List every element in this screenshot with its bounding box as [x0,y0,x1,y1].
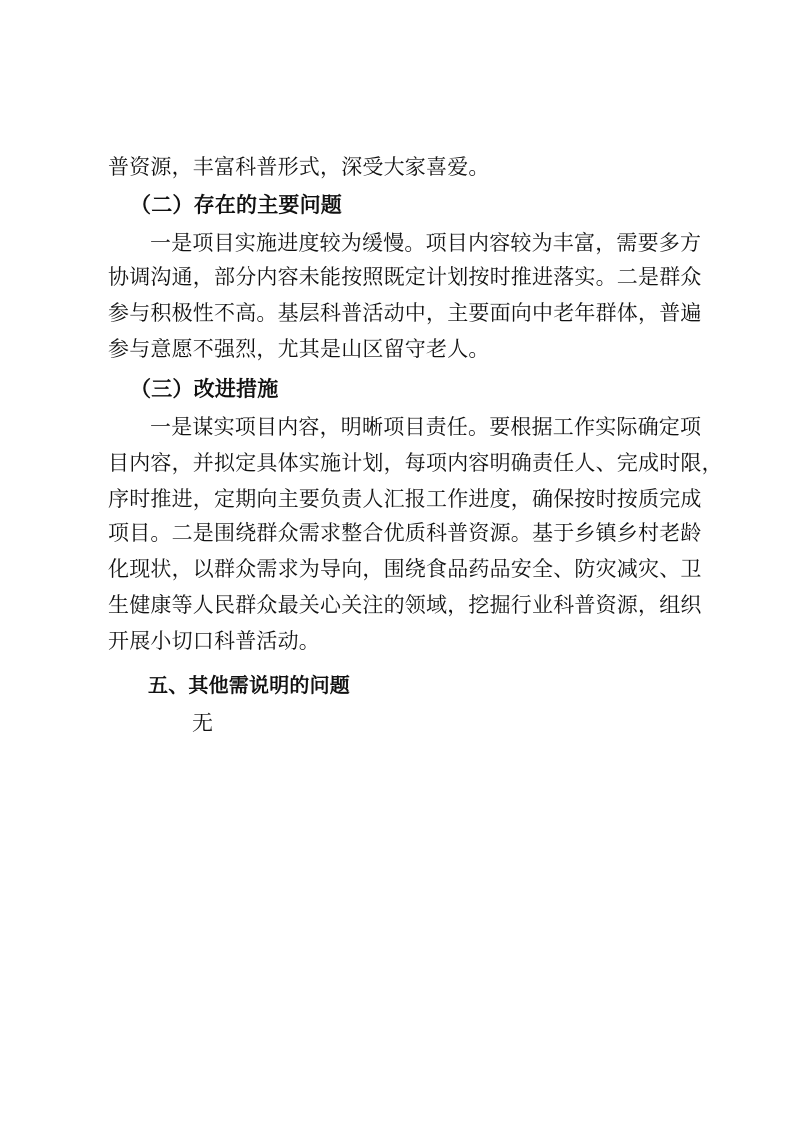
paragraph-line: 开展小切口科普活动。 [108,629,320,653]
paragraph-line: 一是项目实施进度较为缓慢。项目内容较为丰富，需要多方 [150,231,702,255]
paragraph-line: 项目。二是围绕群众需求整合优质科普资源。基于乡镇乡村老龄 [108,521,702,545]
section-heading-other: 五、其他需说明的问题 [148,673,350,697]
paragraph-line: 普资源，丰富科普形式，深受大家喜爱。 [108,155,490,179]
paragraph-line: 化现状，以群众需求为导向，围绕食品药品安全、防灾减灾、卫 [108,557,702,581]
paragraph-line: 序时推进，定期向主要负责人汇报工作进度，确保按时按质完成 [108,487,702,511]
paragraph-line: 协调沟通，部分内容未能按照既定计划按时推进落实。二是群众 [108,265,702,289]
subsection-heading-problems: （二）存在的主要问题 [130,193,342,217]
paragraph-line: 参与意愿不强烈，尤其是山区留守老人。 [108,337,490,361]
section-body-none: 无 [192,711,214,735]
paragraph-line: 目内容，并拟定具体实施计划，每项内容明确责任人、完成时限， [108,451,723,475]
paragraph-line: 生健康等人民群众最关心关注的领域，挖掘行业科普资源，组织 [108,593,702,617]
paragraph-line: 一是谋实项目内容，明晰项目责任。要根据工作实际确定项 [150,415,702,439]
paragraph-line: 参与积极性不高。基层科普活动中，主要面向中老年群体，普遍 [108,301,702,325]
subsection-heading-improvements: （三）改进措施 [130,377,279,401]
